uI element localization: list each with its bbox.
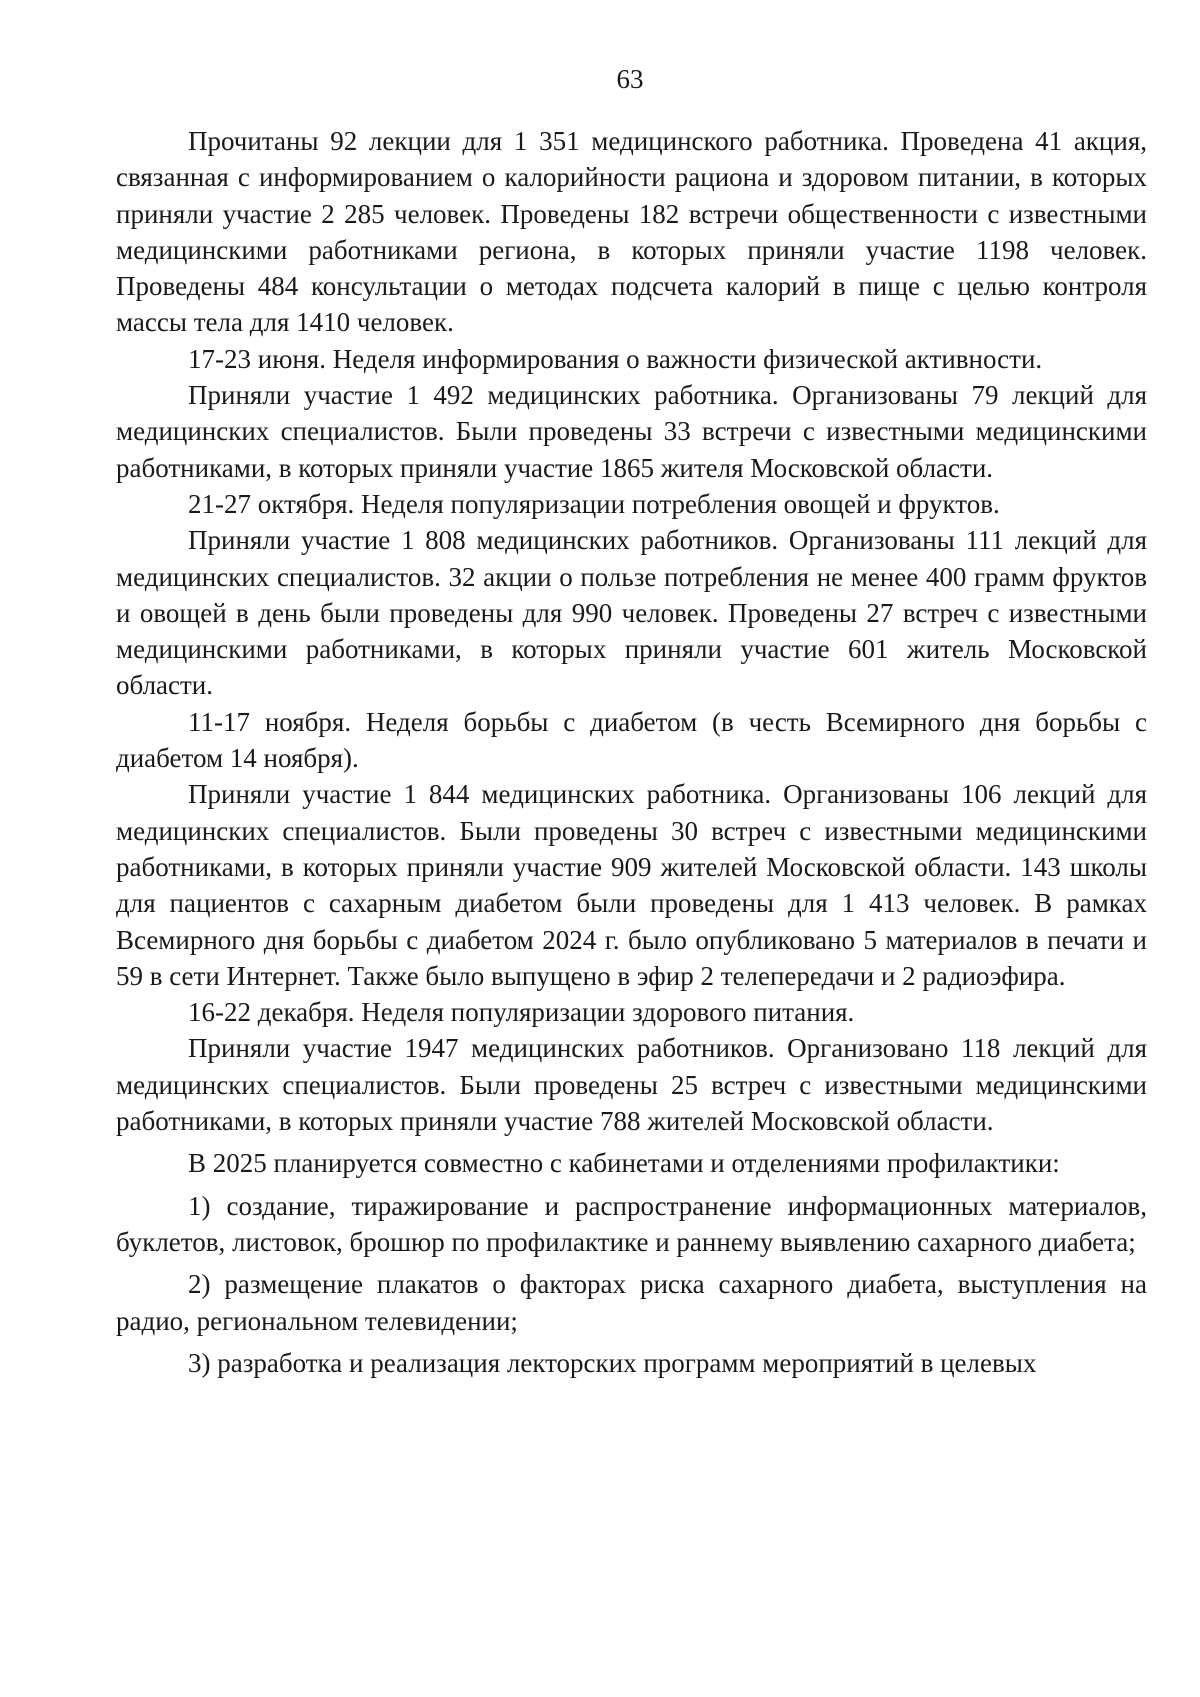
- paragraph-vegetables-fruits-results: Приняли участие 1 808 медицинских работников. Организованы 111 лекций для медицинских специалистов. 32 акции о пользе потребления не менее 400 грамм фруктов и овощей в день были проведены для 990 человек. Проведены 27 встреч с известными медицинскими работниками, в которых приняли участие 601 житель Московской области.: [116, 525, 1147, 701]
- list-item-plan-1: 1) создание, тиражирование и распространение информационных материалов, буклетов, листовок, брошюр по профилактике и раннему выявлению сахарного диабета;: [116, 1190, 1147, 1257]
- paragraph-physical-activity-results: Приняли участие 1 492 медицинских работника. Организованы 79 лекций для медицинских специалистов. Были проведены 33 встречи с известными медицинскими работниками, в которых приняли участие 1865 жителя Московской области.: [116, 380, 1147, 483]
- paragraph-lectures-summary: Прочитаны 92 лекции для 1 351 медицинского работника. Проведена 41 акция, связанная с информированием о калорийности рациона и здоровом питании, в которых приняли участие 2 285 человек. Проведены 182 встречи общественности с известными медицинскими работниками региона, в которых приняли участие 1198 человек. Проведены 484 консультации о методах подсчета калорий в пище с целью контроля массы тела для 1410 человек.: [116, 126, 1147, 338]
- paragraph-physical-activity-week: 17-23 июня. Неделя информирования о важности физической активности.: [188, 343, 1043, 374]
- document-body: [116, 123, 1147, 1381]
- paragraph-vegetables-fruits-week: 21-27 октября. Неделя популяризации потребления овощей и фруктов.: [188, 488, 1000, 519]
- page-number: 63: [616, 64, 644, 94]
- paragraph-healthy-eating-results: Приняли участие 1947 медицинских работников. Организовано 118 лекций для медицинских специалистов. Были проведены 25 встреч с известными медицинскими работниками, в которых приняли участие 788 жителей Московской области.: [116, 1033, 1147, 1137]
- paragraph-diabetes-week: 11-17 ноября. Неделя борьбы с диабетом (в честь Всемирного дня борьбы с диабетом 14 ноября).: [116, 706, 1147, 774]
- paragraph-diabetes-results: Приняли участие 1 844 медицинских работника. Организованы 106 лекций для медицинских специалистов. Были проведены 30 встреч с известными медицинскими работниками, в которых приняли участие 909 жителей Московской области. 143 школы для пациентов с сахарным диабетом были проведены для 1 413 человек. В рамках Всемирного дня борьбы с диабетом 2024 г. было опубликовано 5 материалов в печати и 59 в сети Интернет. Также было выпущено в эфир 2 телепередачи и 2 радиоэфира.: [116, 779, 1147, 991]
- list-item-plan-2: 2) размещение плакатов о факторах риска сахарного диабета, выступления на радио, региональном телевидении;: [116, 1269, 1147, 1336]
- list-item-plan-3: 3) разработка и реализация лекторских программ мероприятий в целевых: [188, 1347, 1037, 1378]
- paragraph-healthy-eating-week: 16-22 декабря. Неделя популяризации здорового питания.: [188, 997, 855, 1028]
- paragraph-plans-2025: В 2025 планируется совместно с кабинетами и отделениями профилактики:: [188, 1148, 1060, 1179]
